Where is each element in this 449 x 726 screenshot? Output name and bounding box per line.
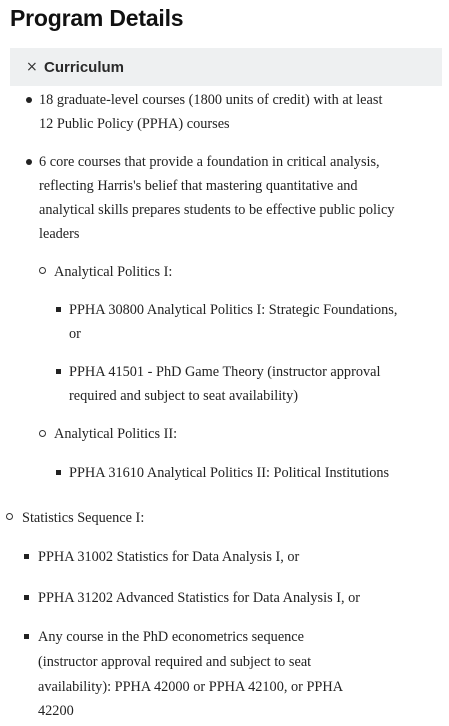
- course-option: PPHA 41501 - PhD Game Theory (instructor approval: [69, 364, 381, 380]
- course-option: PPHA 31202 Advanced Statistics for Data Analysis I, or: [38, 590, 361, 606]
- square-bullet: [56, 369, 61, 374]
- circle-bullet: [39, 267, 46, 274]
- course-option: PPHA 31610 Analytical Politics II: Political Institutions: [69, 465, 390, 481]
- course-option: (instructor approval required and subject to seat: [38, 654, 312, 670]
- square-bullet: [56, 470, 61, 475]
- course-option: or: [69, 326, 81, 342]
- sublist-label: Statistics Sequence I:: [22, 510, 145, 526]
- square-bullet: [24, 554, 29, 559]
- circle-bullet: [6, 513, 13, 520]
- course-option: required and subject to seat availability): [69, 388, 299, 404]
- list-item-text: reflecting Harris's belief that mastering quantitative and: [39, 178, 358, 194]
- course-option: Any course in the PhD econometrics sequence: [38, 629, 305, 645]
- close-icon[interactable]: ×: [26, 59, 38, 75]
- accordion-title: Curriculum: [44, 58, 125, 76]
- disc-bullet: [26, 159, 32, 165]
- square-bullet: [24, 595, 29, 600]
- circle-bullet: [39, 430, 46, 437]
- course-option: PPHA 30800 Analytical Politics I: Strategic Foundations,: [69, 302, 398, 318]
- sublist-label: Analytical Politics II:: [54, 426, 178, 442]
- sublist-label: Analytical Politics I:: [54, 264, 173, 280]
- course-option: 42200: [38, 703, 74, 719]
- page-title: Program Details: [10, 5, 184, 31]
- list-item-text: 6 core courses that provide a foundation in critical analysis,: [39, 154, 380, 170]
- list-item-text: 12 Public Policy (PPHA) courses: [39, 116, 230, 132]
- square-bullet: [24, 634, 29, 639]
- square-bullet: [56, 307, 61, 312]
- disc-bullet: [26, 97, 32, 103]
- course-option: availability): PPHA 42000 or PPHA 42100, or PPHA: [38, 679, 344, 695]
- list-item-text: 18 graduate-level courses (1800 units of credit) with at least: [39, 92, 383, 108]
- list-item-text: leaders: [39, 226, 80, 242]
- course-option: PPHA 31002 Statistics for Data Analysis I, or: [38, 549, 300, 565]
- curriculum-accordion-header[interactable]: [10, 48, 442, 86]
- list-item-text: analytical skills prepares students to be effective public policy: [39, 202, 395, 218]
